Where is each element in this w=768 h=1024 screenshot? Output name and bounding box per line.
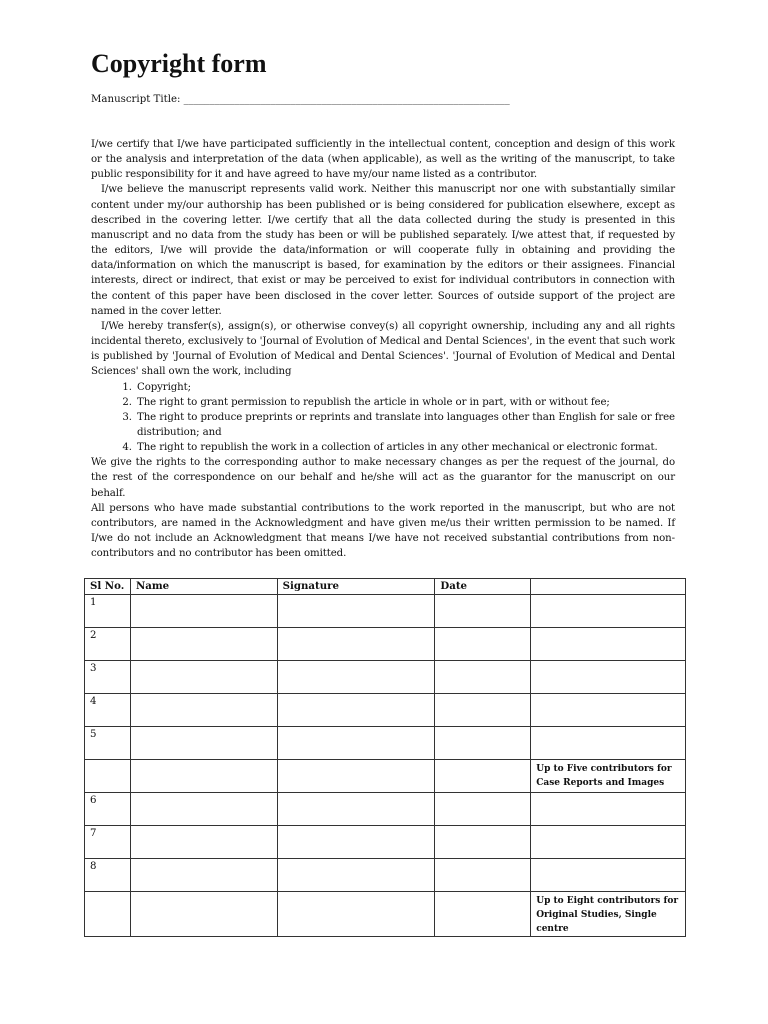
table-row bbox=[85, 793, 686, 826]
name-cell[interactable] bbox=[130, 760, 277, 793]
name-cell[interactable] bbox=[130, 793, 277, 826]
note-cell bbox=[531, 661, 686, 694]
rights-list bbox=[91, 380, 675, 456]
note-cell bbox=[531, 793, 686, 826]
header-name: Name bbox=[130, 579, 277, 595]
table-header-row bbox=[85, 579, 686, 595]
row-number bbox=[85, 760, 131, 793]
row-number: 8 bbox=[85, 859, 131, 892]
table-row bbox=[85, 661, 686, 694]
signature-cell[interactable] bbox=[277, 892, 435, 937]
signature-cell[interactable] bbox=[277, 661, 435, 694]
signature-cell[interactable] bbox=[277, 859, 435, 892]
date-cell[interactable] bbox=[435, 595, 531, 628]
note-cell bbox=[531, 628, 686, 661]
rights-list-item: 2. The right to grant permission to republish the article in whole or in part, with or without fee; bbox=[135, 395, 675, 410]
signature-cell[interactable] bbox=[277, 727, 435, 760]
row-number bbox=[85, 892, 131, 937]
row-number: 1 bbox=[85, 595, 131, 628]
header-date: Date bbox=[435, 579, 531, 595]
date-cell[interactable] bbox=[435, 892, 531, 937]
note-cell bbox=[531, 727, 686, 760]
date-cell[interactable] bbox=[435, 694, 531, 727]
signature-cell[interactable] bbox=[277, 694, 435, 727]
note-cell bbox=[531, 595, 686, 628]
table-row bbox=[85, 892, 686, 937]
name-cell[interactable] bbox=[130, 826, 277, 859]
name-cell[interactable] bbox=[130, 628, 277, 661]
signature-cell[interactable] bbox=[277, 628, 435, 661]
manuscript-title-line bbox=[91, 93, 510, 107]
name-cell[interactable] bbox=[130, 595, 277, 628]
rights-list-item: 4. The right to republish the work in a collection of articles in any other mechanical or electronic format. bbox=[135, 440, 675, 455]
name-cell[interactable] bbox=[130, 727, 277, 760]
note-cell bbox=[531, 694, 686, 727]
name-cell[interactable] bbox=[130, 661, 277, 694]
header-signature: Signature bbox=[277, 579, 435, 595]
date-cell[interactable] bbox=[435, 628, 531, 661]
row-number: 5 bbox=[85, 727, 131, 760]
note-cell bbox=[531, 859, 686, 892]
page-title: Copyright form bbox=[91, 49, 267, 78]
row-number: 6 bbox=[85, 793, 131, 826]
row-number: 3 bbox=[85, 661, 131, 694]
row-number: 2 bbox=[85, 628, 131, 661]
row-number: 4 bbox=[85, 694, 131, 727]
table-row bbox=[85, 760, 686, 793]
contributor-limit-note: Up to Eight contributors for Original Studies, Single centre bbox=[531, 892, 686, 937]
name-cell[interactable] bbox=[130, 694, 277, 727]
table-row bbox=[85, 727, 686, 760]
date-cell[interactable] bbox=[435, 826, 531, 859]
signature-cell[interactable] bbox=[277, 760, 435, 793]
table-row bbox=[85, 595, 686, 628]
contributor-limit-note: Up to Five contributors for Case Reports and Images bbox=[531, 760, 686, 793]
note-cell bbox=[531, 826, 686, 859]
date-cell[interactable] bbox=[435, 793, 531, 826]
validity-paragraph: I/we believe the manuscript represents valid work. Neither this manuscript nor one with substantially similar content under my/our authorship has been published or is being considered for publication elsewhere, except as described in the covering letter. I/we certify that all the data collected during the study is presented in this manuscript and no data from the study has been or will be published separately. I/we attest that, if requested by the editors, I/we will provide the data/information or will cooperate fully in obtaining and providing the data/information on which the manuscript is based, for examination by the editors or their assignees. Financial interests, direct or indirect, that exist or may be perceived to exist for individual contributors in connection with the content of this paper have been disclosed in the cover letter. Sources of outside support of the project are named in the cover letter. bbox=[91, 184, 675, 317]
table-row bbox=[85, 859, 686, 892]
name-cell[interactable] bbox=[130, 892, 277, 937]
acknowledgment-paragraph: All persons who have made substantial contributions to the work reported in the manuscript, but who are not contributors, are named in the Acknowledgment and have given me/us their written permission to be named. If I/we do not include an Acknowledgment that means I/we have not received substantial contributions from non-contributors and no contributor has been omitted. bbox=[91, 502, 675, 560]
header-note bbox=[531, 579, 686, 595]
signature-cell[interactable] bbox=[277, 826, 435, 859]
signature-cell[interactable] bbox=[277, 793, 435, 826]
header-sl-no: Sl No. bbox=[85, 579, 131, 595]
manuscript-title-label: Manuscript Title: bbox=[91, 94, 181, 105]
rights-list-item: 1. Copyright; bbox=[135, 380, 675, 395]
transfer-paragraph: I/We hereby transfer(s), assign(s), or otherwise convey(s) all copyright ownership, including any and all rights incidental thereto, exclusively to 'Journal of Evolution of Medical and Dental Sciences', in the event that such work is published by 'Journal of Evolution of Medical and Dental Sciences'. 'Journal of Evolution of Medical and Dental Sciences' shall own the work, including bbox=[91, 320, 675, 378]
table-row bbox=[85, 826, 686, 859]
date-cell[interactable] bbox=[435, 661, 531, 694]
certification-paragraph: I/we certify that I/we have participated sufficiently in the intellectual content, conception and design of this work or the analysis and interpretation of the data (when applicable), as well as the writing of the manuscript, to take public responsibility for it and have agreed to have my/our name listed as a contributor. bbox=[91, 139, 675, 181]
row-number: 7 bbox=[85, 826, 131, 859]
corresponding-author-paragraph: We give the rights to the corresponding author to make necessary changes as per the request of the journal, do the rest of the correspondence on our behalf and he/she will act as the guarantor for the manuscript on our behalf. bbox=[91, 457, 675, 499]
table-row bbox=[85, 628, 686, 661]
contributors-table bbox=[84, 578, 686, 937]
table-row bbox=[85, 694, 686, 727]
name-cell[interactable] bbox=[130, 859, 277, 892]
rights-list-item: 3. The right to produce preprints or reprints and translate into languages other than English for sale or free distribution; and bbox=[135, 410, 675, 440]
date-cell[interactable] bbox=[435, 727, 531, 760]
date-cell[interactable] bbox=[435, 760, 531, 793]
signature-cell[interactable] bbox=[277, 595, 435, 628]
form-body bbox=[91, 137, 675, 561]
date-cell[interactable] bbox=[435, 859, 531, 892]
manuscript-title-field[interactable]: ________________________________________________________________ bbox=[183, 94, 510, 105]
